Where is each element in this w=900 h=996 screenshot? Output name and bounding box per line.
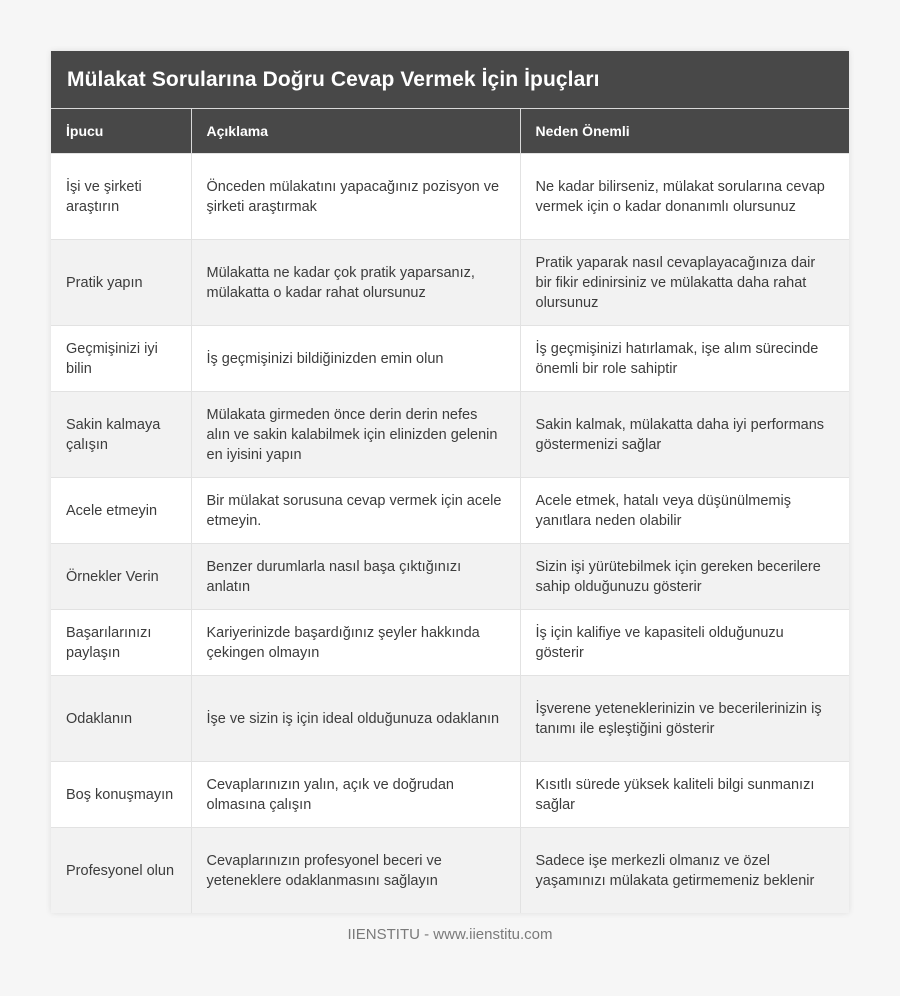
cell-tip: Sakin kalmaya çalışın: [51, 392, 191, 478]
table-row: [51, 544, 849, 610]
cell-description: Mülakata girmeden önce derin derin nefes alın ve sakin kalabilmek için elinizden gelenin en iyisini yapın: [191, 392, 520, 478]
header-row: [51, 109, 849, 154]
table-row: [51, 676, 849, 762]
cell-description: Benzer durumlarla nasıl başa çıktığınızı anlatın: [191, 544, 520, 610]
cell-why: Kısıtlı sürede yüksek kaliteli bilgi sunmanızı sağlar: [520, 762, 849, 828]
cell-description: İşe ve sizin iş için ideal olduğunuza odaklanın: [191, 676, 520, 762]
cell-why: İş geçmişinizi hatırlamak, işe alım sürecinde önemli bir role sahiptir: [520, 326, 849, 392]
column-header-description: Açıklama: [191, 109, 520, 154]
column-header-why: Neden Önemli: [520, 109, 849, 154]
cell-description: Mülakatta ne kadar çok pratik yaparsanız, mülakatta o kadar rahat olursunuz: [191, 240, 520, 326]
table-title: Mülakat Sorularına Doğru Cevap Vermek İçin İpuçları: [51, 51, 849, 109]
cell-tip: Örnekler Verin: [51, 544, 191, 610]
tips-table-card: [51, 51, 849, 913]
cell-why: Ne kadar bilirseniz, mülakat sorularına cevap vermek için o kadar donanımlı olursunuz: [520, 154, 849, 240]
cell-why: Sizin işi yürütebilmek için gereken becerilere sahip olduğunuzu gösterir: [520, 544, 849, 610]
cell-tip: Acele etmeyin: [51, 478, 191, 544]
cell-description: Kariyerinizde başardığınız şeyler hakkında çekingen olmayın: [191, 610, 520, 676]
cell-tip: Geçmişinizi iyi bilin: [51, 326, 191, 392]
table-row: [51, 240, 849, 326]
table-row: [51, 828, 849, 914]
tips-table: [51, 109, 849, 913]
cell-tip: Boş konuşmayın: [51, 762, 191, 828]
cell-why: Acele etmek, hatalı veya düşünülmemiş yanıtlara neden olabilir: [520, 478, 849, 544]
table-row: [51, 610, 849, 676]
table-row: [51, 154, 849, 240]
cell-tip: İşi ve şirketi araştırın: [51, 154, 191, 240]
cell-tip: Odaklanın: [51, 676, 191, 762]
table-row: [51, 478, 849, 544]
cell-tip: Profesyonel olun: [51, 828, 191, 914]
cell-why: İş için kalifiye ve kapasiteli olduğunuzu gösterir: [520, 610, 849, 676]
cell-why: Pratik yaparak nasıl cevaplayacağınıza dair bir fikir edinirsiniz ve mülakatta daha rahat olursunuz: [520, 240, 849, 326]
cell-description: İş geçmişinizi bildiğinizden emin olun: [191, 326, 520, 392]
table-row: [51, 392, 849, 478]
table-row: [51, 762, 849, 828]
cell-tip: Başarılarınızı paylaşın: [51, 610, 191, 676]
cell-why: Sadece işe merkezli olmanız ve özel yaşamınızı mülakata getirmemeniz beklenir: [520, 828, 849, 914]
cell-why: Sakin kalmak, mülakatta daha iyi performans göstermenizi sağlar: [520, 392, 849, 478]
cell-description: Bir mülakat sorusuna cevap vermek için acele etmeyin.: [191, 478, 520, 544]
footer-credit: IIENSTITU - www.iienstitu.com: [347, 926, 553, 943]
cell-tip: Pratik yapın: [51, 240, 191, 326]
cell-description: Cevaplarınızın profesyonel beceri ve yeteneklere odaklanmasını sağlayın: [191, 828, 520, 914]
cell-description: Cevaplarınızın yalın, açık ve doğrudan olmasına çalışın: [191, 762, 520, 828]
cell-description: Önceden mülakatını yapacağınız pozisyon ve şirketi araştırmak: [191, 154, 520, 240]
column-header-tip: İpucu: [51, 109, 191, 154]
table-row: [51, 326, 849, 392]
cell-why: İşverene yeteneklerinizin ve becerilerinizin iş tanımı ile eşleştiğini gösterir: [520, 676, 849, 762]
